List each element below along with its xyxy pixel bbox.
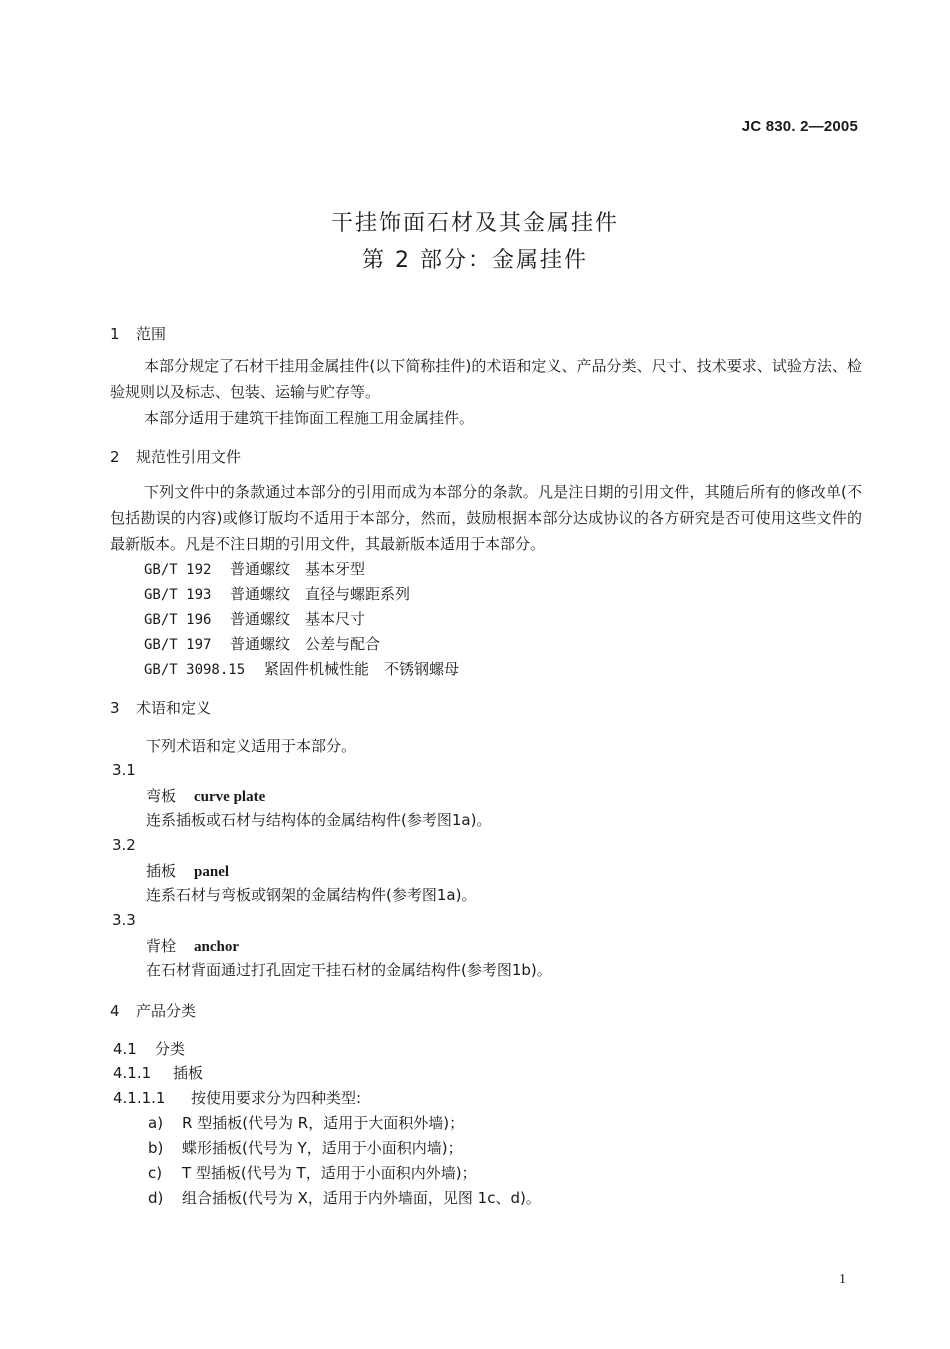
subsection-number: 4.1 — [113, 1040, 137, 1058]
reference-item — [144, 583, 410, 604]
list-item — [148, 1187, 541, 1208]
list-item — [148, 1137, 463, 1158]
subsection-title: 按使用要求分为四种类型: — [191, 1089, 362, 1107]
section-number: 1 — [110, 325, 120, 343]
list-marker: a) — [148, 1114, 164, 1132]
list-item — [148, 1112, 464, 1133]
term-heading — [146, 785, 265, 806]
doc-title: 干挂饰面石材及其金属挂件 — [330, 211, 619, 236]
section-title: 规范性引用文件 — [136, 448, 242, 466]
term-number: 3.2 — [112, 836, 136, 854]
subsection-4-1-heading — [113, 1038, 185, 1059]
reference-item — [144, 558, 365, 579]
subsection-title: 分类 — [155, 1040, 186, 1058]
term-zh: 弯板 — [146, 787, 177, 805]
term-en: curve plate — [194, 789, 266, 805]
subsection-number: 4.1.1 — [113, 1064, 152, 1082]
list-text: 组合插板(代号为 X，适用于内外墙面，见图 1c、d)。 — [182, 1189, 541, 1207]
list-text: R 型插板(代号为 R，适用于大面积外墙)； — [182, 1114, 465, 1132]
section-1-heading — [110, 323, 166, 344]
reference-code: GB/T 197 — [144, 637, 212, 653]
section-4-heading — [110, 1000, 196, 1021]
section-3-intro: 下列术语和定义适用于本部分。 — [146, 737, 357, 755]
doc-subtitle: 第 2 部分：金属挂件 — [362, 248, 588, 273]
reference-name: 紧固件机械性能 不锈钢螺母 — [264, 660, 460, 678]
reference-name: 普通螺纹 基本牙型 — [230, 560, 366, 578]
reference-item — [144, 658, 459, 679]
list-text: T 型插板(代号为 T，适用于小面积内外墙)； — [182, 1164, 477, 1182]
term-definition: 连系插板或石材与结构体的金属结构件(参考图1a)。 — [146, 811, 492, 829]
section-title: 产品分类 — [136, 1002, 197, 1020]
reference-code: GB/T 196 — [144, 612, 212, 628]
reference-code: GB/T 192 — [144, 562, 212, 578]
subsection-number: 4.1.1.1 — [113, 1089, 166, 1107]
section-number: 4 — [110, 1002, 120, 1020]
reference-item — [144, 608, 365, 629]
section-number: 2 — [110, 448, 120, 466]
section-title: 范围 — [136, 325, 167, 343]
term-definition: 在石材背面通过打孔固定干挂石材的金属结构件(参考图1b)。 — [146, 961, 552, 979]
term-en: anchor — [194, 939, 240, 955]
section-number: 3 — [110, 699, 120, 717]
term-zh: 插板 — [146, 862, 177, 880]
reference-name: 普通螺纹 公差与配合 — [230, 635, 381, 653]
reference-name: 普通螺纹 基本尺寸 — [230, 610, 366, 628]
section-2-paragraph: 下列文件中的条款通过本部分的引用而成为本部分的条款。凡是注日期的引用文件，其随后所有的修改单(不包括勘误的内容)或修订版均不适用于本部分，然而，鼓励根据本部分达成协议的各方研究是否可使用这些文件的最新版本。凡是不注日期的引用文件，其最新版本适用于本部分。 — [110, 483, 862, 553]
term-heading — [146, 860, 229, 881]
term-definition: 连系石材与弯板或钢架的金属结构件(参考图1a)。 — [146, 886, 477, 904]
section-1-paragraph-1: 本部分规定了石材干挂用金属挂件(以下简称挂件)的术语和定义、产品分类、尺寸、技术要求、试验方法、检验规则以及标志、包装、运输与贮存等。 — [110, 357, 862, 401]
term-en: panel — [194, 864, 230, 880]
section-3-heading — [110, 697, 211, 718]
reference-item — [144, 633, 380, 654]
section-title: 术语和定义 — [136, 699, 212, 717]
list-text: 蝶形插板(代号为 Y，适用于小面积内墙)； — [182, 1139, 463, 1157]
term-number: 3.1 — [112, 761, 136, 779]
standard-code: JC 830. 2—2005 — [741, 118, 858, 135]
list-item — [148, 1162, 477, 1183]
subsection-4-1-1-heading — [113, 1062, 203, 1083]
list-marker: b) — [148, 1139, 164, 1157]
reference-code: GB/T 3098.15 — [144, 662, 246, 678]
list-marker: c) — [148, 1164, 163, 1182]
page-number: 1 — [839, 1272, 846, 1287]
subsection-title: 插板 — [173, 1064, 204, 1082]
subsection-4-1-1-1-heading — [113, 1087, 361, 1108]
section-1-paragraph-2: 本部分适用于建筑干挂饰面工程施工用金属挂件。 — [144, 409, 475, 427]
section-2-heading — [110, 446, 241, 467]
reference-code: GB/T 193 — [144, 587, 212, 603]
reference-name: 普通螺纹 直径与螺距系列 — [230, 585, 411, 603]
term-zh: 背栓 — [146, 937, 177, 955]
list-marker: d) — [148, 1189, 164, 1207]
term-heading — [146, 935, 239, 956]
term-number: 3.3 — [112, 911, 136, 929]
